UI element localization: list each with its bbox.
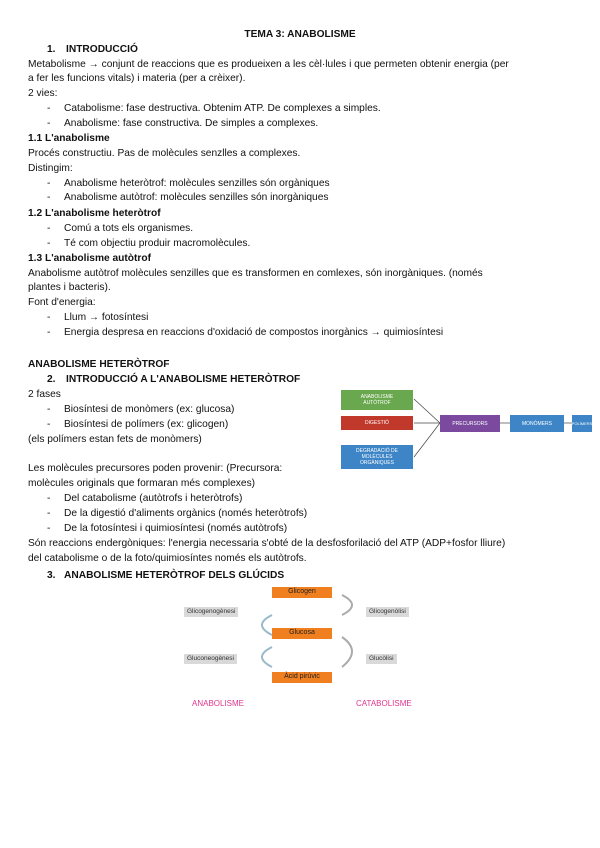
box-digestio: DIGESTIÓ <box>341 416 413 430</box>
page-title: TEMA 3: ANABOLISME <box>244 29 356 40</box>
list-item: Energia despresa en reaccions d'oxidació de compostos inorgànics → quimiosíntesi <box>64 327 444 338</box>
bullet-dash: - <box>47 118 51 129</box>
box-precursors: PRECURSORS <box>440 415 500 432</box>
paragraph: (els polímers estan fets de monòmers) <box>28 434 202 445</box>
list-item: De la fotosíntesi i quimiosíntesi (només autòtrofs) <box>64 523 288 534</box>
label-anabolisme: ANABOLISME <box>192 699 245 708</box>
list-item: Anabolisme heteròtrof: molècules senzilles són orgàniques <box>64 178 330 189</box>
bullet-dash: - <box>47 493 51 504</box>
paragraph: Les molècules precursores poden provenir: (Precursora: <box>28 463 283 474</box>
paragraph: del catabolisme o de la foto/quimiosíntes només els autòtrofs. <box>28 553 307 564</box>
section-1-3-heading: 1.3 L'anabolisme autòtrof <box>28 253 151 264</box>
paragraph: plantes i bacteris). <box>28 282 111 293</box>
bullet-dash: - <box>47 178 51 189</box>
section-3-number: 3. <box>47 570 56 581</box>
part-heading: ANABOLISME HETERÒTROF <box>28 359 170 370</box>
section-2-heading: INTRODUCCIÓ A L'ANABOLISME HETERÒTROF <box>66 374 301 385</box>
bullet-dash: - <box>47 312 51 323</box>
label-glucolisi: Glucòlisi <box>366 654 397 664</box>
section-1-number: 1. <box>47 44 56 55</box>
box-monomers: MONÒMERS <box>510 415 564 432</box>
bullet-dash: - <box>47 508 51 519</box>
bullet-dash: - <box>47 223 51 234</box>
bullet-dash: - <box>47 523 51 534</box>
paragraph: Procés constructiu. Pas de molècules senzlles a complexes. <box>28 148 301 159</box>
bullet-dash: - <box>47 238 51 249</box>
list-item: De la digestió d'aliments orgànics (només heteròtrofs) <box>64 508 308 519</box>
paragraph: 2 fases <box>28 389 61 400</box>
list-item: Catabolisme: fase destructiva. Obtenim ATP. De complexes a simples. <box>64 103 381 114</box>
label-glicogenogenesi: Glicogenogènesi <box>184 607 238 617</box>
metabolisme-definition-line-1: Metabolisme → conjunt de reaccions que es produeixen a les cèl·lules i que permeten obtenir energia (per <box>28 59 509 70</box>
list-item: Llum → fotosíntesi <box>64 312 149 323</box>
list-item: Biosíntesi de monòmers (ex: glucosa) <box>64 404 235 415</box>
list-item: Del catabolisme (autòtrofs i heteròtrofs) <box>64 493 243 504</box>
box-acid-piruvic: Àcid pirúvic <box>272 672 332 683</box>
label-gluconeogenesi: Gluconeogènesi <box>184 654 237 664</box>
vies-label: 2 vies: <box>28 88 58 99</box>
paragraph: Distingim: <box>28 163 73 174</box>
label-catabolisme: CATABOLISME <box>356 699 412 708</box>
bullet-dash: - <box>47 103 51 114</box>
list-item: Anabolisme: fase constructiva. De simples a complexes. <box>64 118 319 129</box>
list-item: Comú a tots els organismes. <box>64 223 194 234</box>
paragraph: Font d'energia: <box>28 297 96 308</box>
box-glucosa: Glucosa <box>272 628 332 639</box>
bullet-dash: - <box>47 327 51 338</box>
bullet-dash: - <box>47 404 51 415</box>
section-1-1-heading: 1.1 L'anabolisme <box>28 133 110 144</box>
box-anabolisme-autotrof: ANABOLISME AUTÒTROF <box>341 390 413 410</box>
section-3-heading: ANABOLISME HETERÒTROF DELS GLÚCIDS <box>64 570 285 581</box>
section-2-number: 2. <box>47 374 56 385</box>
list-item: Biosíntesi de polímers (ex: glicogen) <box>64 419 229 430</box>
paragraph: Anabolisme autòtrof molècules senzilles que es transformen en comlexes, són inorgàniques. (només <box>28 268 483 279</box>
section-1-heading: INTRODUCCIÓ <box>66 44 138 55</box>
bullet-dash: - <box>47 192 51 203</box>
list-item: Té com objectiu produir macromolècules. <box>64 238 251 249</box>
box-polimers: POLÍMERS <box>572 415 592 432</box>
paragraph: Són reaccions endergòniques: l'energia necessaria s'obté de la desfosforilació del ATP (ADP+fosfor lliure) <box>28 538 506 549</box>
section-1-2-heading: 1.2 L'anabolisme heteròtrof <box>28 208 161 219</box>
bullet-dash: - <box>47 419 51 430</box>
metabolisme-definition-line-2: a fer les funcions vitals) i materia (per a crèixer). <box>28 73 246 84</box>
paragraph: molècules originals que formaran més complexes) <box>28 478 256 489</box>
box-glicogen: Glicogen <box>272 587 332 598</box>
box-degradacio: DEGRADACIÓ DE MOLÈCULES ORGÀNIQUES <box>341 445 413 469</box>
list-item: Anabolisme autòtrof: molècules senzilles són inorgàniques <box>64 192 329 203</box>
label-glicogenolisi: Glicogenòlisi <box>366 607 409 617</box>
